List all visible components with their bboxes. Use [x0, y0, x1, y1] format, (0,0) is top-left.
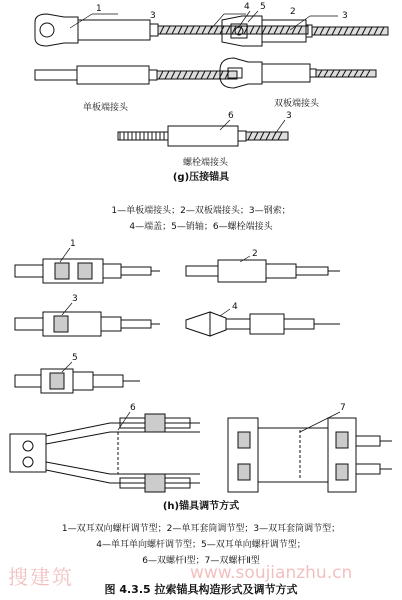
caption-single-plate: 单板端接头 — [83, 103, 129, 113]
double-screw-type-1 — [10, 414, 200, 492]
callout-h5: 5 — [72, 353, 78, 363]
callout-3b: 3 — [342, 11, 348, 21]
adjuster-type-4 — [186, 312, 340, 336]
callout-3c: 3 — [286, 111, 292, 121]
adjuster-type-5 — [15, 369, 140, 393]
adjuster-type-2 — [186, 260, 340, 282]
callout-4: 4 — [244, 2, 250, 12]
callout-h1: 1 — [70, 239, 76, 249]
callout-h6: 6 — [130, 403, 136, 413]
legend-g-line-2: 4—端盖；5—销轴；6—螺栓端接头 — [129, 222, 273, 232]
watermark-left: 搜建筑 — [8, 565, 74, 589]
callout-1: 1 — [96, 4, 102, 14]
callout-h2: 2 — [252, 249, 258, 259]
section-h-title: (h)锚具调节方式 — [162, 501, 240, 512]
callout-5: 5 — [260, 2, 266, 12]
figure-title: 图 4.3.5 拉索锚具构造形式及调节方式 — [104, 583, 298, 596]
section-g-title: (g)压接锚具 — [172, 172, 230, 183]
legend-h-line-3: 6—双螺杆Ⅰ型；7—双螺杆Ⅱ型 — [142, 556, 260, 566]
double-screw-type-2 — [228, 418, 392, 492]
legend-h-line-1: 1—双耳双向螺杆调节型；2—单耳套筒调节型；3—双耳套筒调节型； — [61, 524, 341, 534]
callout-h3: 3 — [72, 294, 78, 304]
single-plate-end-side — [35, 66, 237, 84]
callout-3: 3 — [150, 11, 156, 21]
double-plate-end-side — [220, 58, 376, 88]
callout-h7: 7 — [340, 403, 346, 413]
adjuster-type-1 — [15, 259, 160, 283]
caption-double-plate: 双板端接头 — [274, 99, 320, 109]
callout-2: 2 — [290, 7, 296, 17]
legend-h-line-2: 4—单耳单向螺杆调节型；5—双耳单向螺杆调节型； — [96, 540, 306, 550]
watermark-right: www.soujianzhu.cn — [190, 563, 353, 583]
legend-g-line-1: 1—单板端接头；2—双板端接头；3—钢索； — [111, 206, 291, 216]
bolt-end-drawing — [118, 126, 288, 146]
single-plate-end-top — [35, 14, 308, 46]
caption-bolt-end: 螺栓端接头 — [183, 158, 229, 168]
callout-h4: 4 — [232, 302, 238, 312]
double-plate-cable — [312, 27, 388, 35]
callout-6: 6 — [228, 111, 234, 121]
adjuster-type-3 — [15, 312, 160, 336]
